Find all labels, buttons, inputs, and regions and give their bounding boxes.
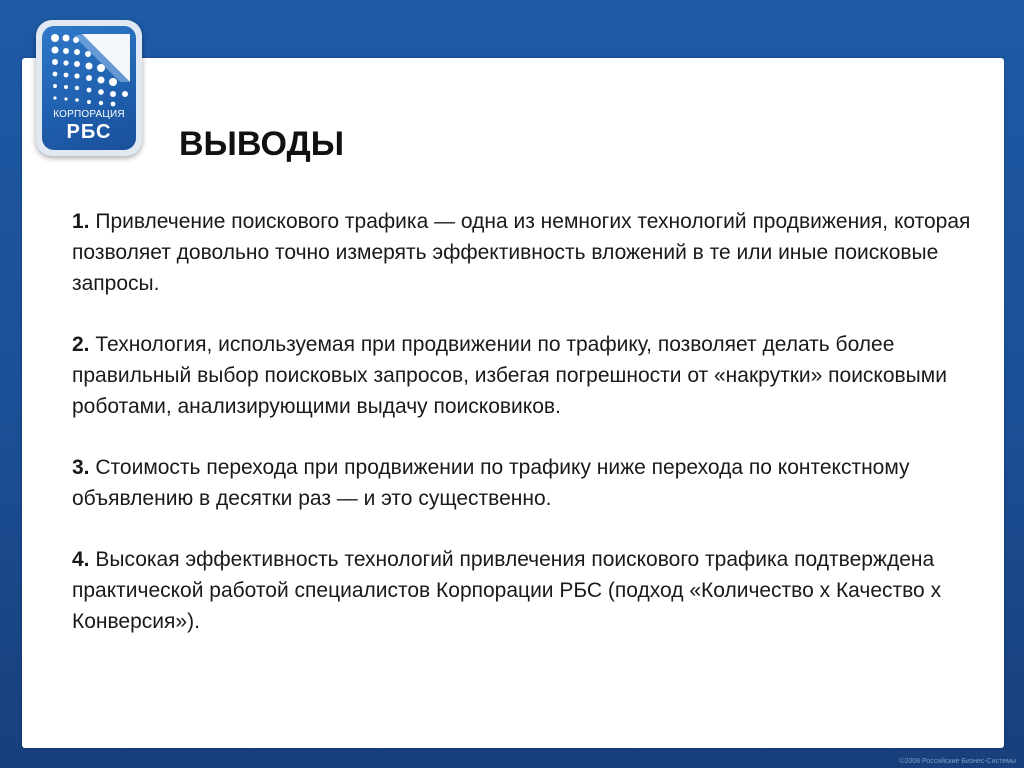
conclusion-item xyxy=(72,452,972,514)
item-number: 3. xyxy=(72,456,90,479)
conclusion-item xyxy=(72,544,972,637)
item-number: 2. xyxy=(72,333,90,356)
item-text: Технология, используемая при продвижении по трафику, позволяет делать более правильный выбор поисковых запросов, избегая погрешности от «накрутки» поисковыми роботами, анализирующими выдачу поисковиков. xyxy=(72,333,947,418)
copyright-note: ©2008 Российские Бизнес-Системы xyxy=(899,758,1016,765)
logo-line2: РБС xyxy=(66,121,112,143)
conclusions-list xyxy=(72,206,972,667)
conclusion-item xyxy=(72,329,972,422)
page-title: ВЫВОДЫ xyxy=(179,125,345,163)
item-text: Стоимость перехода при продвижении по трафику ниже перехода по контекстному объявлению в десятки раз — и это существенно. xyxy=(72,456,910,510)
rbs-logo xyxy=(36,20,142,156)
item-number: 4. xyxy=(72,548,90,571)
item-number: 1. xyxy=(72,210,90,233)
conclusion-item xyxy=(72,206,972,299)
item-text: Высокая эффективность технологий привлечения поискового трафика подтверждена практической работой специалистов Корпорации РБС (подход «Количество х Качество х Конверсия»). xyxy=(72,548,942,633)
logo-badge xyxy=(42,26,136,150)
item-text: Привлечение поискового трафика — одна из немногих технологий продвижения, которая позволяет довольно точно измерять эффективность вложений в те или иные поисковые запросы. xyxy=(72,210,971,295)
logo-dots-graphic xyxy=(42,26,136,116)
logo-line1: КОРПОРАЦИЯ xyxy=(53,109,125,120)
